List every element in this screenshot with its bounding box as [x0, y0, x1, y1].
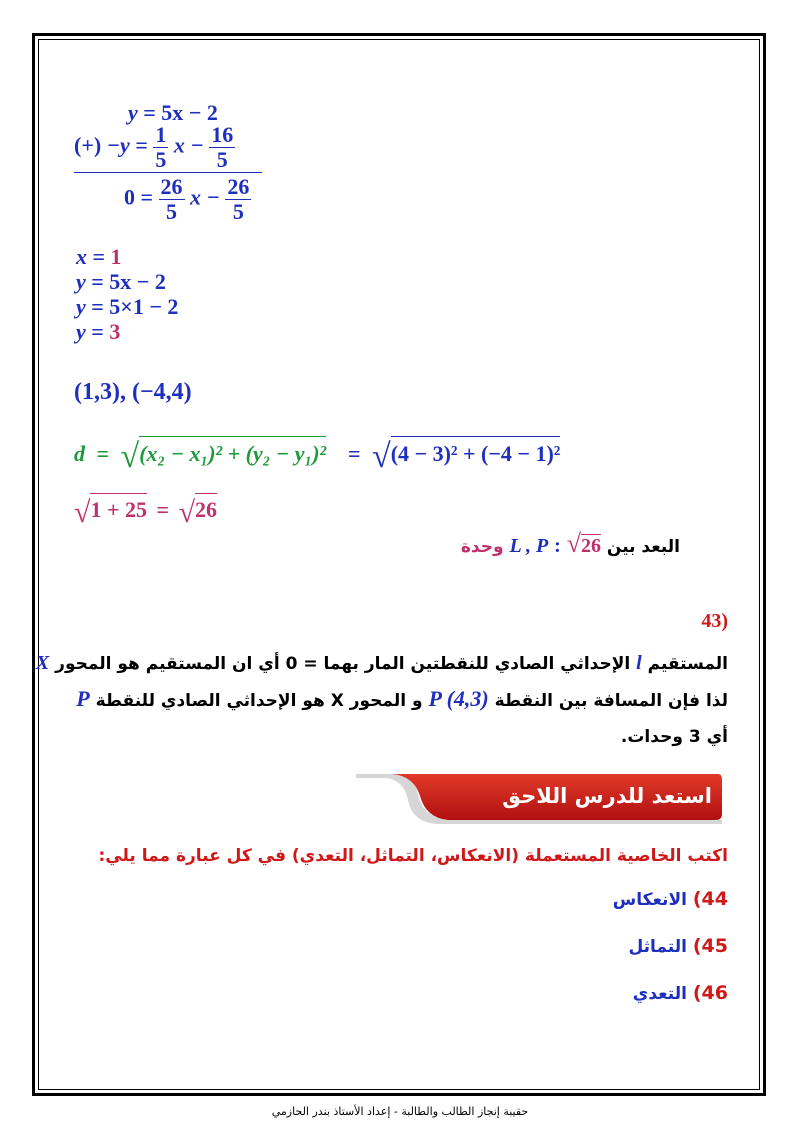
distance-statement: البعد بين L , P : √26 وحدة: [460, 529, 680, 558]
solve-line-1: x = 1: [76, 244, 122, 269]
fraction: $\frac{16}{5}$: [211, 122, 234, 172]
sum-line: [74, 172, 262, 173]
distance-formula: d = √(x₂ − x₁)² + (y₂ − y₁)²: [74, 438, 327, 475]
sqrt-icon: √: [74, 496, 91, 529]
answer-45: 45) التماثل: [628, 935, 728, 957]
distance-substituted: = √(4 − 3)² + (−4 − 1)²: [348, 438, 561, 475]
system-line-3-lhs: 0 =: [124, 184, 154, 210]
system-line-3-mid: x −: [190, 184, 220, 210]
distance-symbol: d: [74, 441, 85, 466]
sqrt-icon: √: [120, 438, 140, 475]
sqrt-icon: √: [566, 529, 581, 558]
points-pair: (1,3), (−4,4): [74, 379, 192, 405]
fraction: $\frac{26}{5}$: [227, 174, 250, 224]
system-line-3: [124, 176, 251, 223]
fraction: $\frac{26}{5}$: [160, 174, 183, 224]
system-line-2-lhs: −y: [106, 132, 130, 158]
question-43-number: (43: [701, 610, 728, 632]
q43-line-1: المستقيم l الإحداثي الصادي للنقطتين المار بهما = 0 أي ان المستقيم هو المحور X: [35, 652, 728, 674]
solve-line-4: y = 3: [76, 319, 121, 344]
fraction: $\frac{1}{5}$: [155, 122, 167, 172]
sqrt-result: √1 + 25 = √26: [74, 498, 217, 528]
instructions: اكتب الخاصية المستعملة (الانعكاس، التماثل، التعدي) في كل عبارة مما يلي:: [98, 846, 728, 866]
system-line-1-lhs: y: [128, 100, 138, 125]
solve-line-3: y = 5×1 − 2: [76, 294, 179, 319]
system-line-2-prefix: (+): [74, 132, 102, 158]
q43-line-2: لذا فإن المسافة بين النقطة P (4,3) و المحور X هو الإحداثي الصادي للنقطة P: [76, 686, 728, 711]
page-footer: حقيبة إنجاز الطالب والطالبة - إعداد الأستاذ بندر الحازمي: [271, 1105, 529, 1118]
banner-title: استعد للدرس اللاحق: [502, 784, 712, 808]
answer-44: 44) الانعكاس: [612, 888, 728, 910]
q43-line-3: أي 3 وحدات.: [620, 727, 728, 747]
solve-line-2: y = 5x − 2: [76, 269, 166, 294]
sqrt-icon: √: [178, 496, 196, 529]
system-line-2-mid: x −: [173, 132, 204, 158]
answer-46: 46) التعدي: [632, 982, 728, 1004]
system-line-2: [74, 124, 235, 171]
sqrt-icon: √: [372, 438, 391, 475]
system-line-2-eq: =: [135, 132, 148, 158]
system-line-1-rhs: = 5x − 2: [143, 100, 218, 125]
system-line-1: [128, 102, 218, 124]
